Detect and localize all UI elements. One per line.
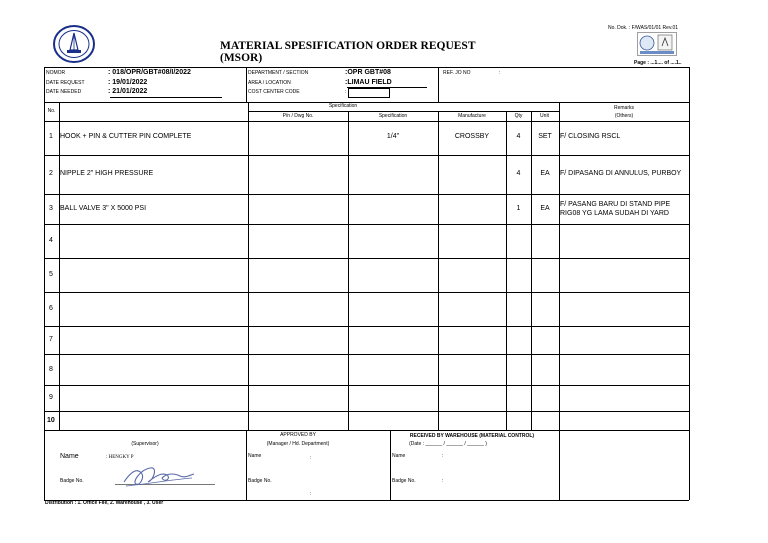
col-remarks-others: (Others) <box>614 113 634 119</box>
supervisor-name-value: : HENGKY P <box>106 455 134 460</box>
supervisor-badge-label: Badge No. <box>60 478 84 484</box>
row-5-no: 5 <box>49 271 53 278</box>
date-request-label: DATE REQUEST <box>46 80 85 86</box>
row-9-no: 9 <box>49 394 53 401</box>
row-3-no: 3 <box>49 205 53 212</box>
approved-by-label: APPROVED BY <box>280 432 316 438</box>
date-needed-value: : 21/01/2022 <box>108 88 148 95</box>
date-request-value: : 19/01/2022 <box>108 79 148 86</box>
row-1-no: 1 <box>49 133 53 140</box>
supervisor-name-label: Name <box>60 453 79 460</box>
col-remarks: Remarks <box>613 105 634 111</box>
approved-badge-label: Badge No. <box>248 478 272 484</box>
nomor-label: NOMOR <box>46 70 66 76</box>
row-2-unit: EA <box>540 170 550 177</box>
col-qty: Qty <box>514 113 523 119</box>
received-badge-colon: : <box>442 478 444 484</box>
col-pn-dwg: P/n / Dwg No. <box>282 113 314 119</box>
supervisor-label: (Supervisor) <box>131 441 159 447</box>
department-label: DEPARTMENT / SECTION <box>248 70 309 76</box>
col-specification: Specification <box>378 113 408 119</box>
row-3-unit: EA <box>540 205 550 212</box>
col-unit: Unit <box>540 113 549 119</box>
received-badge-label: Badge No. <box>392 478 416 484</box>
cost-center-label: COST CENTER CODE <box>248 89 300 95</box>
received-date: (Date : ______ / ______ / ______ ) <box>409 441 487 447</box>
row-1-remarks: F/ CLOSING RSCL <box>560 133 621 140</box>
row-3-qty: 1 <box>516 205 521 212</box>
ref-jo-label: REF. JO NO : <box>443 70 500 76</box>
row-7-no: 7 <box>49 336 53 343</box>
row-1-description: HOOK + PIN & CUTTER PIN COMPLETE <box>60 133 192 140</box>
row-2-no: 2 <box>49 170 53 177</box>
document-title: MATERIAL SPESIFICATION ORDER REQUEST (MSOR) <box>220 40 476 64</box>
col-manufacture: Manufacture <box>458 113 486 119</box>
distribution-note: Distribution : 1. Office File, 2. Warehouse , 3. User <box>45 500 164 506</box>
received-name-colon: : <box>442 453 444 459</box>
company-logo <box>52 24 96 64</box>
row-2-qty: 4 <box>516 170 521 177</box>
approved-badge-colon: : <box>310 491 312 497</box>
cost-center-colon: : <box>345 89 347 95</box>
row-1-manufacture: CROSSBY <box>454 133 490 140</box>
cost-center-field[interactable] <box>348 88 390 98</box>
col-no: No. <box>47 108 56 114</box>
row-1-qty: 4 <box>516 133 521 140</box>
row-4-no: 4 <box>49 237 53 244</box>
date-needed-label: DATE NEEDED <box>46 89 82 95</box>
row-2-description: NIPPLE 2" HIGH PRESSURE <box>60 170 154 177</box>
col-specification-group: Specification <box>328 103 358 109</box>
row-6-no: 6 <box>49 305 53 312</box>
certification-marks <box>637 32 677 56</box>
row-3-remarks: F/ PASANG BARU DI STAND PIPE RIG08 YG LAMA SUDAH DI YARD <box>560 201 671 217</box>
row-3-description: BALL VALVE 3" X 5000 PSI <box>60 205 147 212</box>
row-2-remarks: F/ DIPASANG DI ANNULUS, PURBOY <box>560 170 682 177</box>
received-by-label: RECEIVED BY WAREHOUSE (MATERIAL CONTROL) <box>409 433 535 439</box>
area-value: :LIMAU FIELD <box>345 79 392 86</box>
approved-name-colon: : <box>310 455 312 461</box>
page-indicator: Page : ...1.... of ....1.. <box>634 60 682 66</box>
row-1-spec: 1/4" <box>386 133 400 140</box>
approved-by-sub: (Manager / Hd. Department) <box>266 441 330 447</box>
department-value: :OPR GBT#08 <box>345 69 391 76</box>
row-10-no: 10 <box>47 417 55 424</box>
row-8-no: 8 <box>49 366 53 373</box>
received-name-label: Name <box>392 453 406 459</box>
approved-name-label: Name <box>248 453 262 459</box>
row-1-unit: SET <box>538 133 552 140</box>
document-code: No. Dok. : F/WAS/01/01 Rev.01 <box>608 25 679 31</box>
area-label: AREA / LOCATION <box>248 80 291 86</box>
nomor-value: : 018/OPR/GBT#08/I/2022 <box>108 69 191 76</box>
supervisor-signature <box>118 460 198 492</box>
